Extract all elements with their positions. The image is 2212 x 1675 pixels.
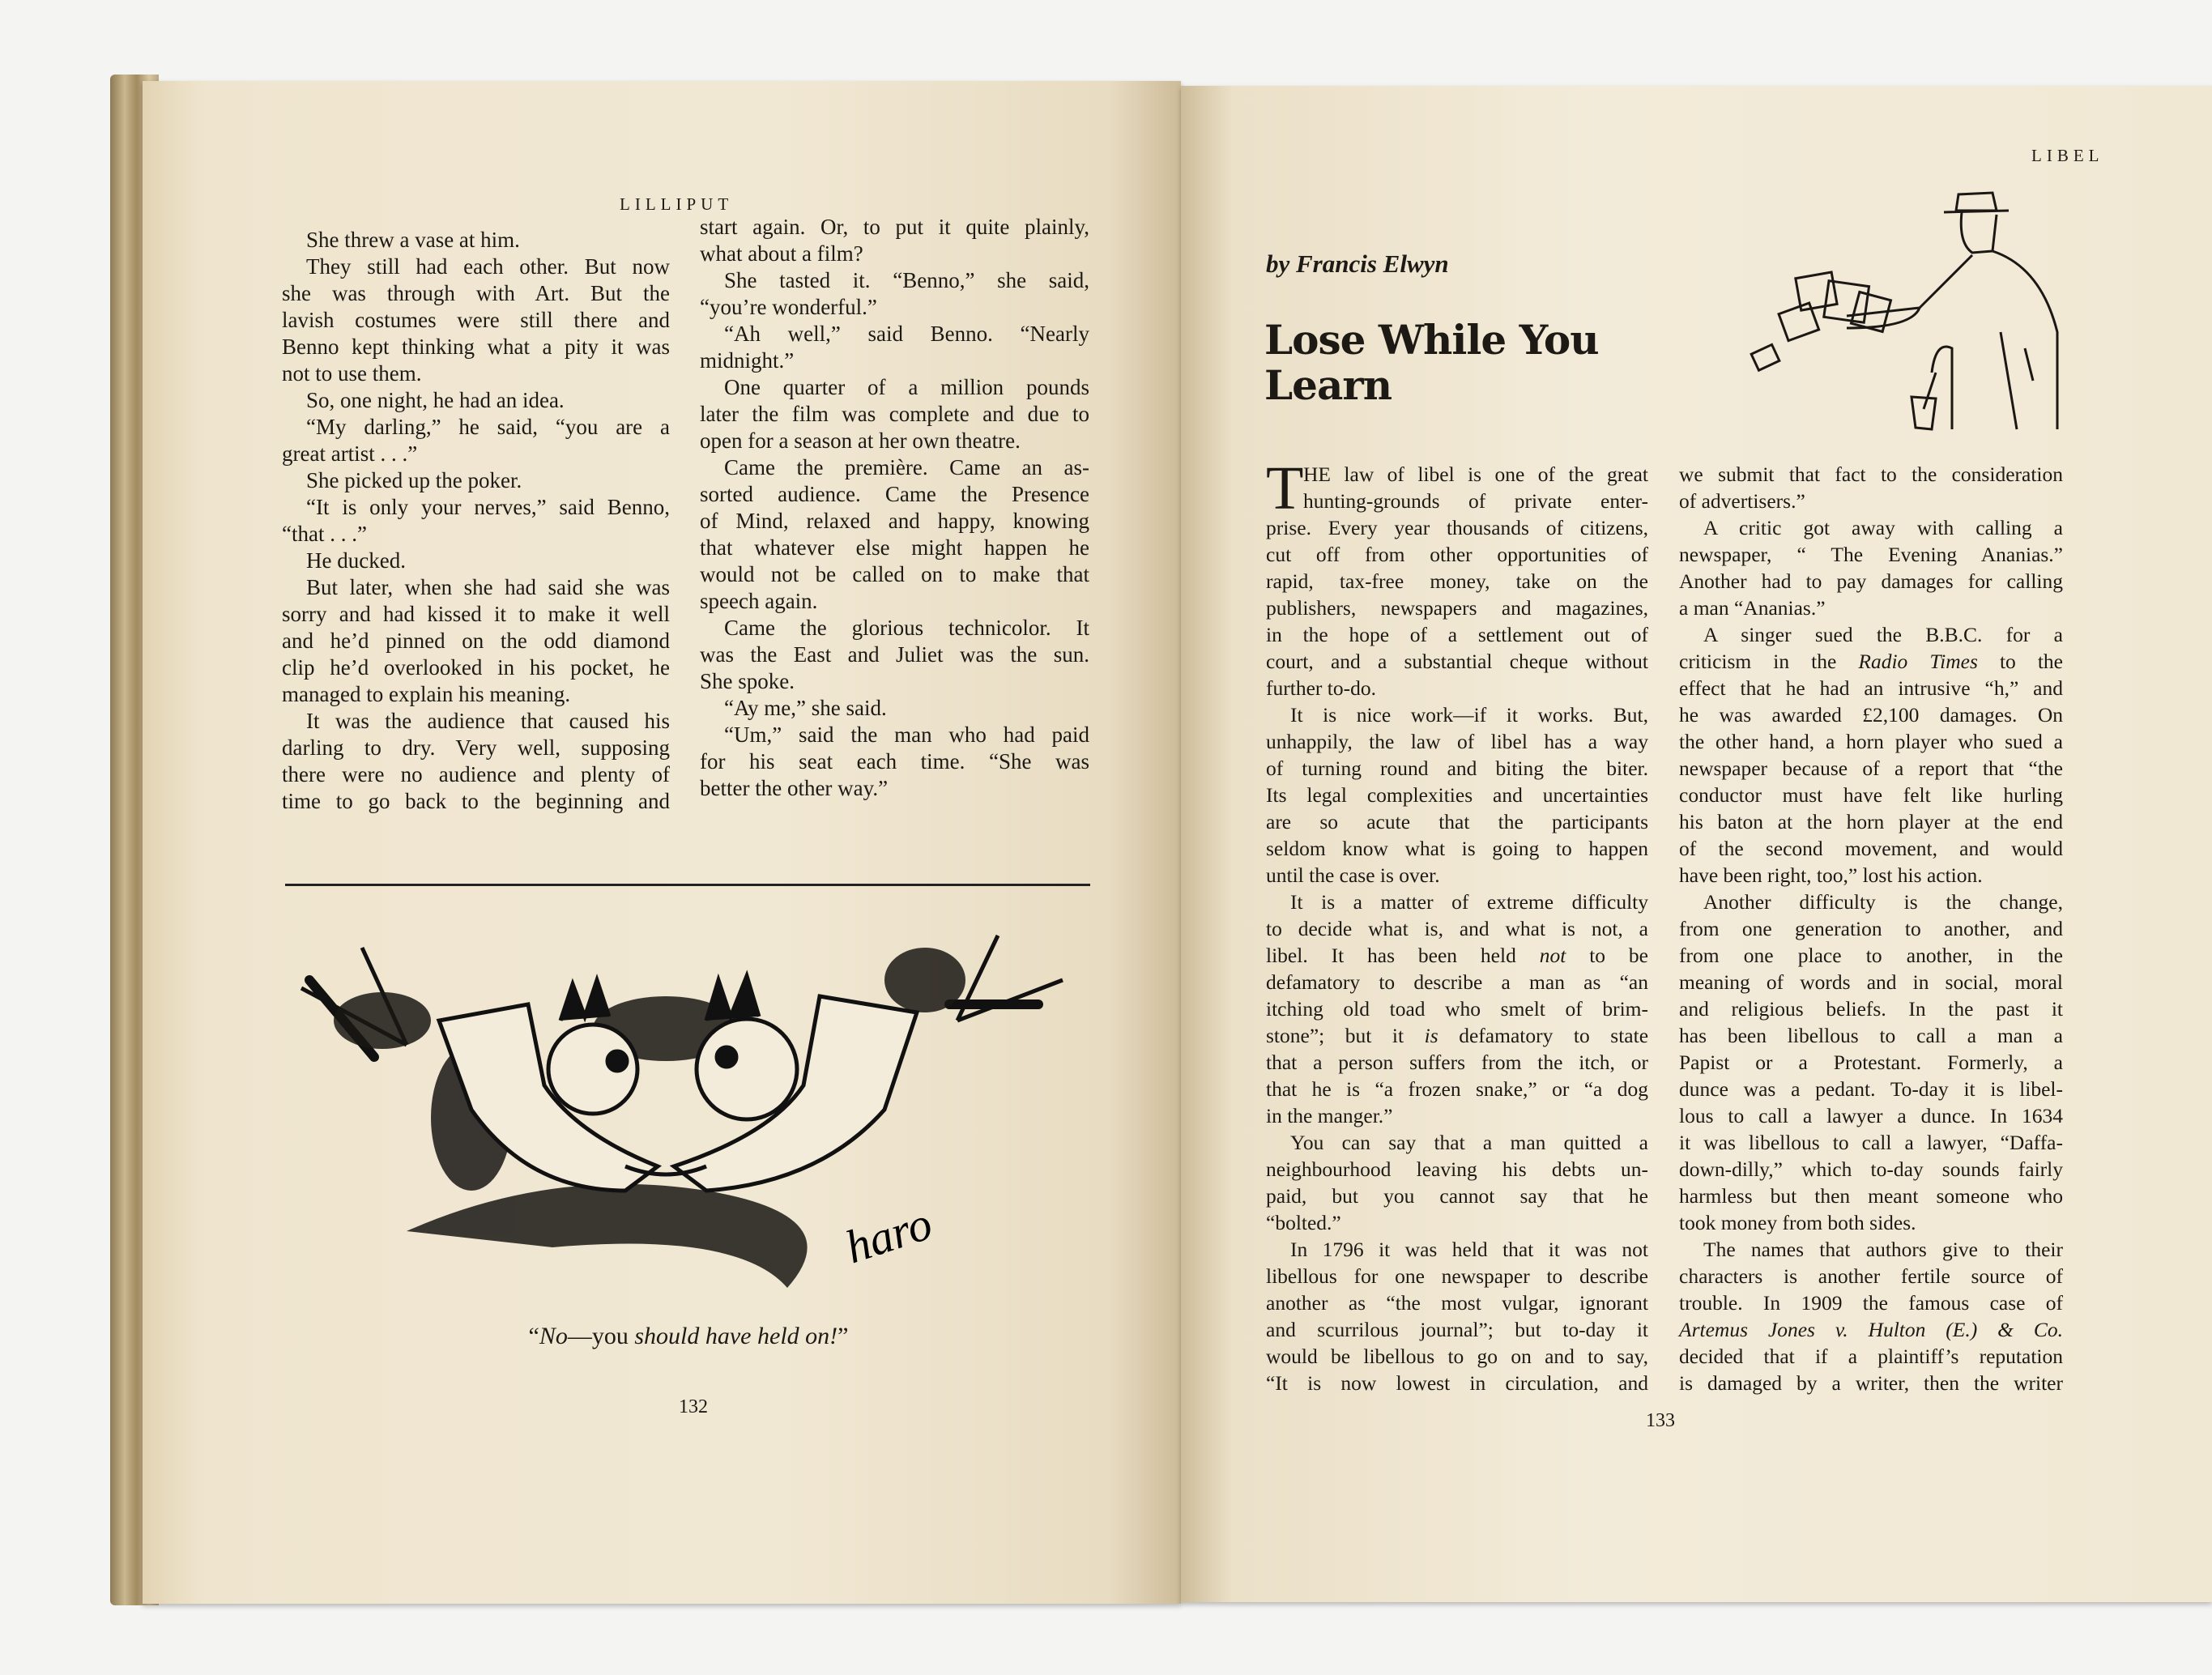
- paragraph: [1266, 1129, 1648, 1236]
- paragraph: [700, 214, 1089, 267]
- paragraph: [700, 454, 1089, 615]
- text-line: great artist . . .”: [282, 441, 418, 466]
- text-line: But later, when she had said she was: [306, 575, 670, 599]
- text-line: down-dilly,” which to-day sounds fairly: [1679, 1157, 2063, 1181]
- text-line: was the East and Juliet was the sun.: [700, 642, 1089, 667]
- text-line: sorted audience. Came the Presence: [700, 482, 1089, 506]
- paragraph: [282, 494, 670, 548]
- text-line: start again. Or, to put it quite plainly,: [700, 215, 1089, 239]
- left-column-2: [700, 214, 1089, 802]
- paragraph: [1266, 454, 1648, 701]
- text-line: cut off from other opportunities of: [1266, 543, 1648, 566]
- text-line: of turning round and biting the biter.: [1266, 757, 1648, 780]
- text-line: conductor must have felt like hurling: [1679, 783, 2063, 807]
- text-line: “Um,” said the man who had paid: [724, 722, 1089, 747]
- paragraph: [1679, 461, 2063, 514]
- text-line: “you’re wonderful.”: [700, 295, 877, 319]
- text-line: his baton at the horn player at the end: [1679, 810, 2063, 833]
- text-line: characters is another fertile source of: [1679, 1264, 2063, 1288]
- text-line: and scurrilous journal”; but to-day it: [1266, 1318, 1648, 1341]
- trapeze-right-icon: [949, 936, 1063, 1021]
- text-line: a man “Ananias.”: [1679, 596, 1826, 620]
- drop-cap: T: [1266, 454, 1304, 522]
- text-line: It is nice work—if it works. But,: [1290, 703, 1648, 727]
- text-line: One quarter of a million pounds: [724, 375, 1089, 399]
- text-line: newspaper because of a report that “the: [1679, 757, 2063, 780]
- text-line: seldom know what is going to happen: [1266, 837, 1648, 860]
- text-line: The names that authors give to their: [1703, 1238, 2063, 1261]
- text-line: of the second movement, and would: [1679, 837, 2063, 860]
- text-line: [1266, 942, 1648, 969]
- paragraph: [282, 467, 670, 494]
- caption-segment: should have held on!: [634, 1323, 838, 1349]
- paragraph: [1266, 1236, 1648, 1396]
- text-line: and he’d pinned on the odd diamond: [282, 629, 670, 653]
- text-line: there were no audience and plenty of: [282, 762, 670, 786]
- text-line: [1266, 1022, 1648, 1049]
- text-line: he was awarded £2,100 damages. On: [1679, 703, 2063, 727]
- italic-text: Artemus Jones v. Hulton (E.) & Co.: [1679, 1318, 2063, 1341]
- text-line: “It is now lowest in circulation, and: [1266, 1371, 1648, 1395]
- text-line: neighbourhood leaving his debts un-: [1266, 1157, 1648, 1181]
- text-line: hunting-grounds of private enter-: [1303, 489, 1648, 513]
- paragraph: [700, 321, 1089, 374]
- artist-signature: haro: [838, 1196, 939, 1274]
- title-line: Learn: [1264, 361, 1392, 409]
- right-column-2: [1679, 461, 2063, 1396]
- text-segment: to be: [1566, 944, 1648, 967]
- text-line: would not be called on to make that: [700, 562, 1089, 586]
- text-line: speech again.: [700, 589, 818, 613]
- text-line: time to go back to the beginning and: [282, 789, 670, 813]
- text-line: another as “the most vulgar, ignorant: [1266, 1291, 1648, 1315]
- text-line: better the other way.”: [700, 776, 889, 800]
- text-line: we submit that fact to the consideration: [1679, 462, 2063, 486]
- text-line: later the film was complete and due to: [700, 402, 1089, 426]
- paragraph: [282, 548, 670, 574]
- text-line: to decide what is, and what is not, a: [1266, 917, 1648, 940]
- text-line: has been libellous to call a man a: [1679, 1024, 2063, 1047]
- running-head-left: LILLIPUT: [620, 194, 734, 214]
- text-line: managed to explain his meaning.: [282, 682, 571, 706]
- paragraph: [700, 615, 1089, 695]
- cartoon-caption: [324, 1323, 1053, 1350]
- text-line: that whatever else might happen he: [700, 535, 1089, 560]
- text-line: paid, but you cannot say that he: [1266, 1184, 1648, 1208]
- article-title: [1264, 318, 1599, 408]
- man-handing-papers-illustration: [1750, 186, 2130, 441]
- text-line: harmless but then meant someone who: [1679, 1184, 2063, 1208]
- text-line: rapid, tax-free money, take on the: [1266, 569, 1648, 593]
- paragraph: [1679, 621, 2063, 889]
- text-line: that he is “a frozen snake,” or “a dog: [1266, 1077, 1648, 1101]
- text-line: that a person suffers from the itch, or: [1266, 1051, 1648, 1074]
- text-segment: libel. It has been held: [1266, 944, 1540, 967]
- text-line: A critic got away with calling a: [1703, 516, 2063, 539]
- paragraph: [1679, 889, 2063, 1236]
- text-line: effect that he had an intrusive “h,” and: [1679, 676, 2063, 700]
- italic-text: Radio Times: [1858, 650, 1978, 673]
- text-line: from one generation to another, and: [1679, 917, 2063, 940]
- text-line: Papist or a Protestant. Formerly, a: [1679, 1051, 2063, 1074]
- text-segment: criticism in the: [1679, 650, 1859, 673]
- paragraph: [282, 227, 670, 254]
- caption-segment: “: [528, 1323, 539, 1349]
- paragraph: [700, 722, 1089, 802]
- text-line: is damaged by a writer, then the writer: [1679, 1371, 2063, 1395]
- text-line: until the case is over.: [1266, 863, 1440, 887]
- text-line: You can say that a man quitted a: [1290, 1131, 1648, 1154]
- text-line: decided that if a plaintiff’s reputation: [1679, 1345, 2063, 1368]
- paragraph: [700, 267, 1089, 321]
- text-line: would be libellous to go on and to say,: [1266, 1345, 1648, 1368]
- text-line: So, one night, he had an idea.: [306, 388, 565, 412]
- text-line: [1679, 648, 2063, 675]
- text-line: defamatory to describe a man as “an: [1266, 970, 1648, 994]
- text-line: dunce was a pedant. To-day it is libel-: [1679, 1077, 2063, 1101]
- italic-text: not: [1539, 944, 1566, 967]
- text-line: “bolted.”: [1266, 1211, 1341, 1234]
- text-line: she was through with Art. But the: [282, 281, 670, 305]
- text-line: from one place to another, in the: [1679, 944, 2063, 967]
- article-byline: by Francis Elwyn: [1266, 249, 1449, 278]
- text-line: He ducked.: [306, 548, 406, 573]
- caption-segment: No: [539, 1323, 568, 1349]
- text-line: lous to call a lawyer a dunce. In 1634: [1679, 1104, 2063, 1127]
- paragraph: [282, 387, 670, 414]
- text-line: They still had each other. But now: [306, 254, 670, 279]
- page-number-right: 133: [1646, 1410, 1675, 1431]
- paragraph: [700, 695, 1089, 722]
- text-line: She spoke.: [700, 669, 795, 693]
- text-line: It was the audience that caused his: [306, 709, 670, 733]
- text-line: Benno kept thinking what a pity it was: [282, 335, 670, 359]
- paragraph: [1679, 1236, 2063, 1396]
- text-line: for his seat each time. “She was: [700, 749, 1089, 774]
- text-line: “that . . .”: [282, 522, 367, 546]
- text-line: in the manger.”: [1266, 1104, 1393, 1127]
- paragraph: [1266, 889, 1648, 1129]
- caption-segment: ”: [837, 1323, 849, 1349]
- text-line: publishers, newspapers and magazines,: [1266, 596, 1648, 620]
- text-line: lavish costumes were still there and: [282, 308, 670, 332]
- paragraph: [282, 708, 670, 815]
- text-line: Another had to pay damages for calling: [1679, 569, 2063, 593]
- text-line: Came the première. Came an as-: [724, 455, 1089, 479]
- text-line: unhappily, the law of libel has a way: [1266, 730, 1648, 753]
- text-line: meaning of words and in social, moral: [1679, 970, 2063, 994]
- text-line: “Ay me,” she said.: [724, 696, 887, 720]
- text-line: and religious beliefs. In the past it: [1679, 997, 2063, 1021]
- text-line: sorry and had kissed it to make it well: [282, 602, 670, 626]
- text-segment: to the: [1977, 650, 2063, 673]
- text-line: She picked up the poker.: [306, 468, 522, 492]
- right-column-1: [1266, 454, 1649, 1396]
- text-line: have been right, too,” lost his action.: [1679, 863, 1983, 887]
- running-head-right: LIBEL: [2031, 146, 2104, 165]
- text-segment: defamatory to state: [1438, 1024, 1649, 1047]
- text-line: prise. Every year thousands of citizens,: [1266, 516, 1648, 539]
- text-line: She tasted it. “Benno,” she said,: [724, 268, 1089, 292]
- text-line: A singer sued the B.B.C. for a: [1703, 623, 2063, 646]
- paragraph: [282, 254, 670, 387]
- text-line: newspaper, “ The Evening Ananias.”: [1679, 543, 2063, 566]
- text-line: libellous for one newspaper to describe: [1266, 1264, 1648, 1288]
- left-column-1: [282, 227, 670, 815]
- paragraph: [282, 414, 670, 467]
- paragraph: [1679, 514, 2063, 621]
- text-line: darling to dry. Very well, supposing: [282, 735, 670, 760]
- text-line: Another difficulty is the change,: [1703, 890, 2063, 914]
- section-divider-rule: [285, 884, 1090, 886]
- text-line: court, and a substantial cheque without: [1266, 650, 1648, 673]
- text-line: took money from both sides.: [1679, 1211, 1916, 1234]
- text-line: She threw a vase at him.: [306, 228, 520, 252]
- text-line: the other hand, a horn player who sued a: [1679, 730, 2063, 753]
- text-line: of Mind, relaxed and happy, knowing: [700, 509, 1089, 533]
- text-line: Came the glorious technicolor. It: [724, 616, 1089, 640]
- text-line: of advertisers.”: [1679, 489, 1805, 513]
- text-line: itching old toad who smelt of brim-: [1266, 997, 1648, 1021]
- paragraph: [282, 574, 670, 708]
- trapeze-cartoon-illustration: [285, 923, 1095, 1304]
- text-line: In 1796 it was held that it was not: [1290, 1238, 1648, 1261]
- text-line: “It is only your nerves,” said Benno,: [306, 495, 670, 519]
- text-line: it was libellous to call a lawyer, “Daffa-: [1679, 1131, 2063, 1154]
- text-line: in the hope of a settlement out of: [1266, 623, 1648, 646]
- text-segment: stone”; but it: [1266, 1024, 1425, 1047]
- text-line: midnight.”: [700, 348, 795, 373]
- text-line: Its legal complexities and uncertainties: [1266, 783, 1648, 807]
- paragraph: [1266, 701, 1648, 889]
- text-line: “My darling,” he said, “you are a: [306, 415, 670, 439]
- page-number-left: 132: [679, 1396, 708, 1417]
- text-line: clip he’d overlooked in his pocket, he: [282, 655, 670, 680]
- italic-text: is: [1424, 1024, 1438, 1047]
- text-line: trouble. In 1909 the famous case of: [1679, 1291, 2063, 1315]
- text-line: further to-do.: [1266, 676, 1376, 700]
- text-line: [1679, 1316, 2063, 1343]
- text-line: not to use them.: [282, 361, 422, 386]
- caption-segment: —you: [567, 1323, 635, 1349]
- paragraph: [700, 374, 1089, 454]
- text-line: It is a matter of extreme difficulty: [1290, 890, 1648, 914]
- text-line: “Ah well,” said Benno. “Nearly: [724, 322, 1089, 346]
- text-line: what about a film?: [700, 241, 863, 266]
- title-line: Lose While You: [1264, 316, 1599, 364]
- text-line: open for a season at her own theatre.: [700, 428, 1021, 453]
- text-line: HE law of libel is one of the great: [1303, 462, 1648, 486]
- text-line: are so acute that the participants: [1266, 810, 1648, 833]
